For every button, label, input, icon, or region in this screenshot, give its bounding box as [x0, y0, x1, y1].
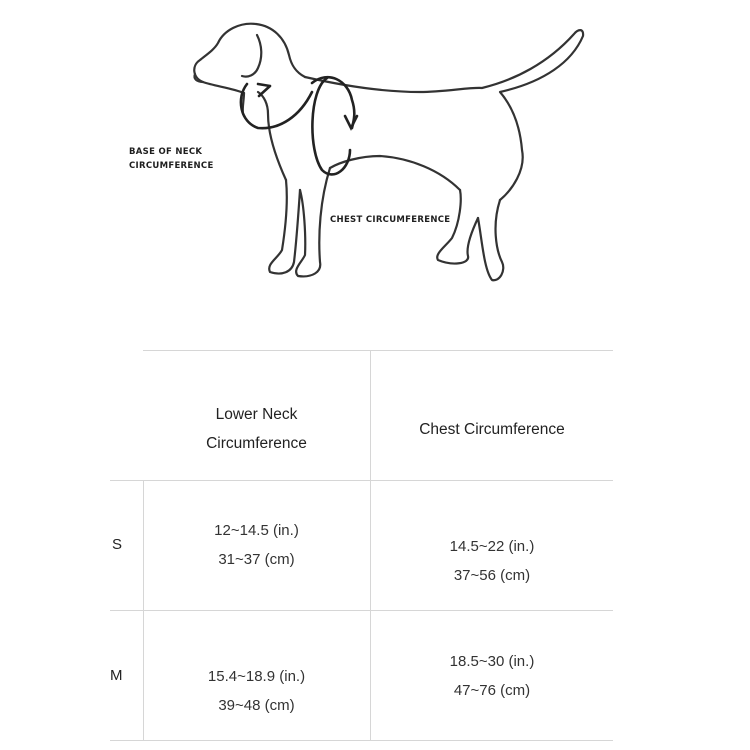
- table-rule-top: [143, 350, 613, 351]
- cell-s-neck: [143, 516, 370, 574]
- cell-m-neck: [143, 662, 370, 720]
- header-chest: Chest Circumference: [419, 421, 565, 438]
- chest-measure-label: CHEST CIRCUMFERENCE: [330, 215, 451, 225]
- cell-s-chest-cm: 37~56 (cm): [453, 567, 531, 584]
- cell-s-neck-in: 12~14.5 (in.): [214, 522, 299, 539]
- neck-measure-label-line2: CIRCUMFERENCE: [129, 161, 214, 171]
- cell-m-chest-cm: 47~76 (cm): [453, 682, 531, 699]
- dog-measurement-illustration: [0, 0, 750, 330]
- size-label-s: S: [112, 536, 123, 553]
- dog-outline: [194, 24, 583, 281]
- table-rule-row1: [110, 610, 613, 611]
- table-rule-mid: [370, 350, 371, 740]
- table-rule-header: [110, 480, 613, 481]
- table-rule-left: [143, 480, 144, 740]
- cell-m-chest-in: 18.5~30 (in.): [449, 653, 535, 670]
- neck-measure-loop: [241, 84, 312, 128]
- size-label-m: M: [110, 667, 123, 684]
- cell-m-chest: [371, 647, 613, 705]
- table-rule-bottom: [110, 740, 613, 741]
- cell-s-chest: [371, 532, 613, 590]
- cell-s-neck-cm: 31~37 (cm): [218, 551, 295, 568]
- header-neck-line1: Lower Neck: [215, 406, 298, 423]
- cell-s-chest-in: 14.5~22 (in.): [449, 538, 535, 555]
- cell-m-neck-cm: 39~48 (cm): [218, 697, 295, 714]
- header-neck-line2: Circumference: [206, 435, 307, 452]
- header-neck: [143, 400, 370, 458]
- cell-m-neck-in: 15.4~18.9 (in.): [207, 668, 306, 685]
- neck-measure-label-line1: BASE OF NECK: [129, 147, 203, 157]
- neck-measure-label: [129, 145, 214, 173]
